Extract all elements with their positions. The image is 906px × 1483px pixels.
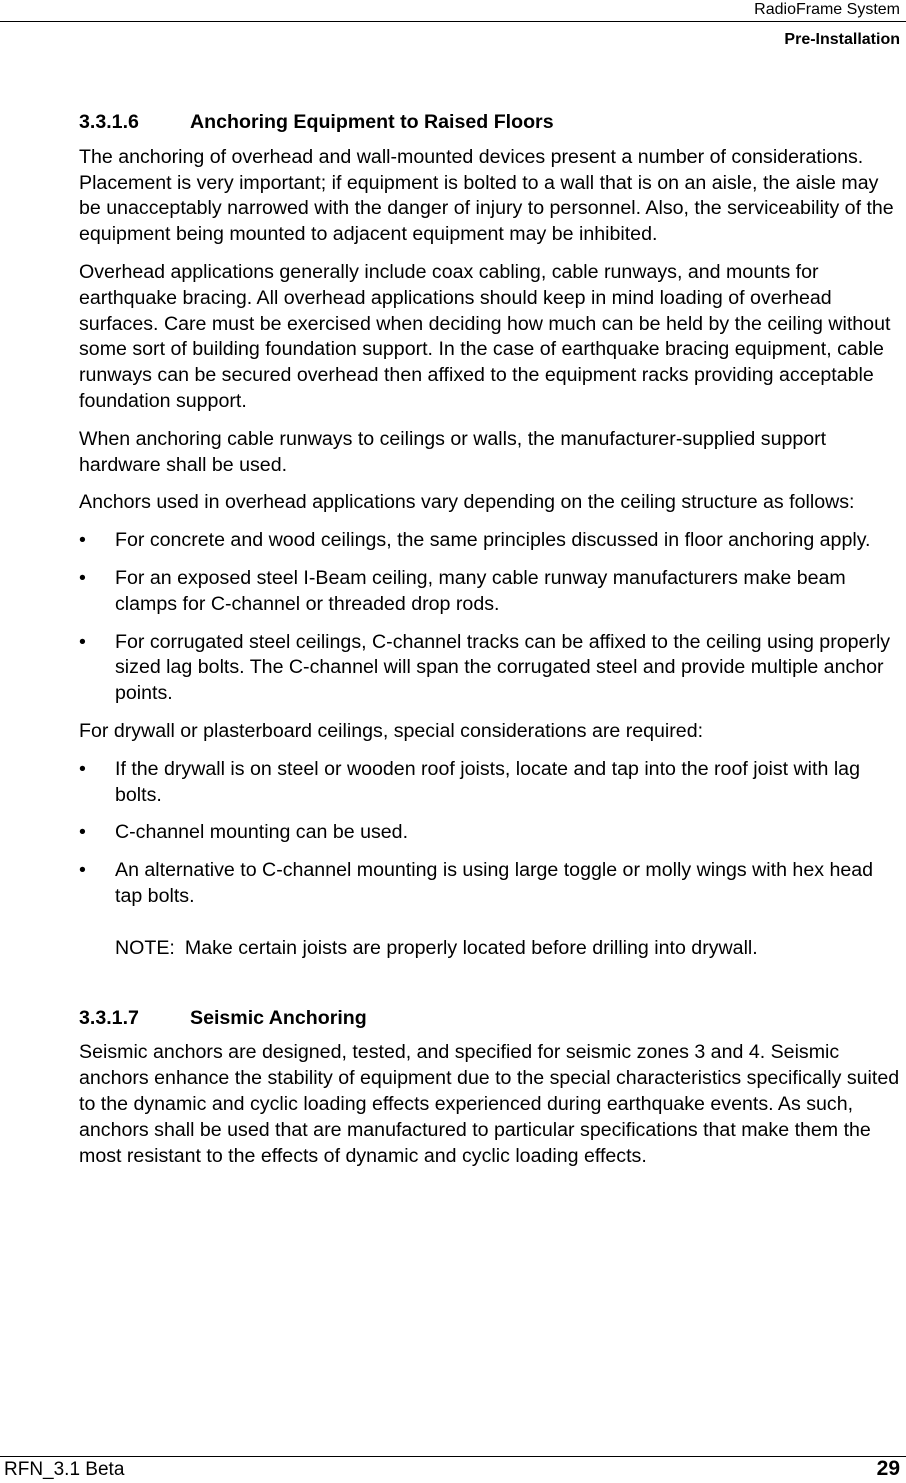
footer-doc-id: RFN_3.1 Beta (4, 1459, 125, 1480)
list-item (79, 757, 905, 809)
list-item-text: For concrete and wood ceilings, the same principles discussed in floor anchoring apply. (115, 529, 871, 552)
drywall-list (79, 757, 905, 910)
ceiling-structure-list (79, 528, 905, 707)
paragraph: For drywall or plasterboard ceilings, special considerations are required: (79, 719, 704, 742)
note-text: Make certain joists are properly located before drilling into drywall. (184, 936, 758, 959)
bullet-icon: • (79, 757, 86, 780)
bullet-icon: • (79, 566, 86, 589)
note-label: NOTE: (115, 936, 175, 959)
section-title: Anchoring Equipment to Raised Floors (190, 111, 554, 133)
page-number: 29 (876, 1457, 900, 1480)
section-number: 3.3.1.7 (79, 1006, 139, 1029)
paragraph: When anchoring cable runways to ceilings or walls, the manufacturer-supplied support hardware shall be used. (79, 427, 827, 476)
list-item (79, 566, 905, 618)
section-title: Seismic Anchoring (190, 1006, 367, 1029)
section-heading-3-3-1-7 (79, 1006, 905, 1032)
list-item-text: An alternative to C-channel mounting is using large toggle or molly wings with hex head tap bolts. (115, 859, 874, 907)
paragraph: Seismic anchors are designed, tested, and specified for seismic zones 3 and 4. Seismic anchors enhance the stability of equipment due to the special characteristics specifically suited to the dynamic and cyclic loading effects experienced during earthquake events. As such, anchors shall be used that are manufactured to particular specifications that make them the most resistant to the effects of dynamic and cyclic loading effects. (79, 1041, 900, 1167)
header-section: Pre-Installation (784, 31, 900, 48)
paragraph: Anchors used in overhead applications vary depending on the ceiling structure as follows: (79, 491, 855, 514)
section-number: 3.3.1.6 (79, 111, 139, 133)
section-heading-3-3-1-6 (79, 110, 905, 136)
list-item-text: C-channel mounting can be used. (115, 821, 409, 844)
list-item (79, 858, 905, 910)
header-title: RadioFrame System (754, 1, 900, 18)
bullet-icon: • (79, 859, 86, 882)
bullet-icon: • (79, 529, 86, 552)
list-item-text: For corrugated steel ceilings, C-channel tracks can be affixed to the ceiling using properly sized lag bolts. The C-channel will span the corrugated steel and provide multiple anchor points. (115, 630, 891, 705)
list-item (79, 528, 905, 554)
footer-divider (0, 1456, 906, 1457)
bullet-icon: • (79, 821, 86, 844)
header-divider (0, 21, 906, 22)
list-item (79, 630, 905, 707)
page-body (79, 110, 905, 1181)
list-item-text: If the drywall is on steel or wooden roof joists, locate and tap into the roof joist with lag bolts. (115, 757, 860, 806)
paragraph: The anchoring of overhead and wall-mounted devices present a number of considerations. Placement is very important; if equipment is bolted to a wall that is on an aisle, the aisle may be unacceptably narrowed with the danger of injury to personnel. Also, the serviceability of the equipment being mounted to adjacent equipment may be inhibited. (79, 145, 894, 246)
bullet-icon: • (79, 630, 86, 653)
note (79, 936, 905, 962)
list-item (79, 820, 905, 846)
list-item-text: For an exposed steel I-Beam ceiling, many cable runway manufacturers make beam clamps for C-channel or threaded drop rods. (115, 566, 846, 615)
paragraph: Overhead applications generally include coax cabling, cable runways, and mounts for earthquake bracing. All overhead applications should keep in mind loading of overhead surfaces. Care must be exercised when deciding how much can be held by the ceiling without some sort of building foundation support. In the case of earthquake bracing equipment, cable runways can be secured overhead then affixed to the equipment racks providing acceptable foundation support. (79, 260, 891, 412)
